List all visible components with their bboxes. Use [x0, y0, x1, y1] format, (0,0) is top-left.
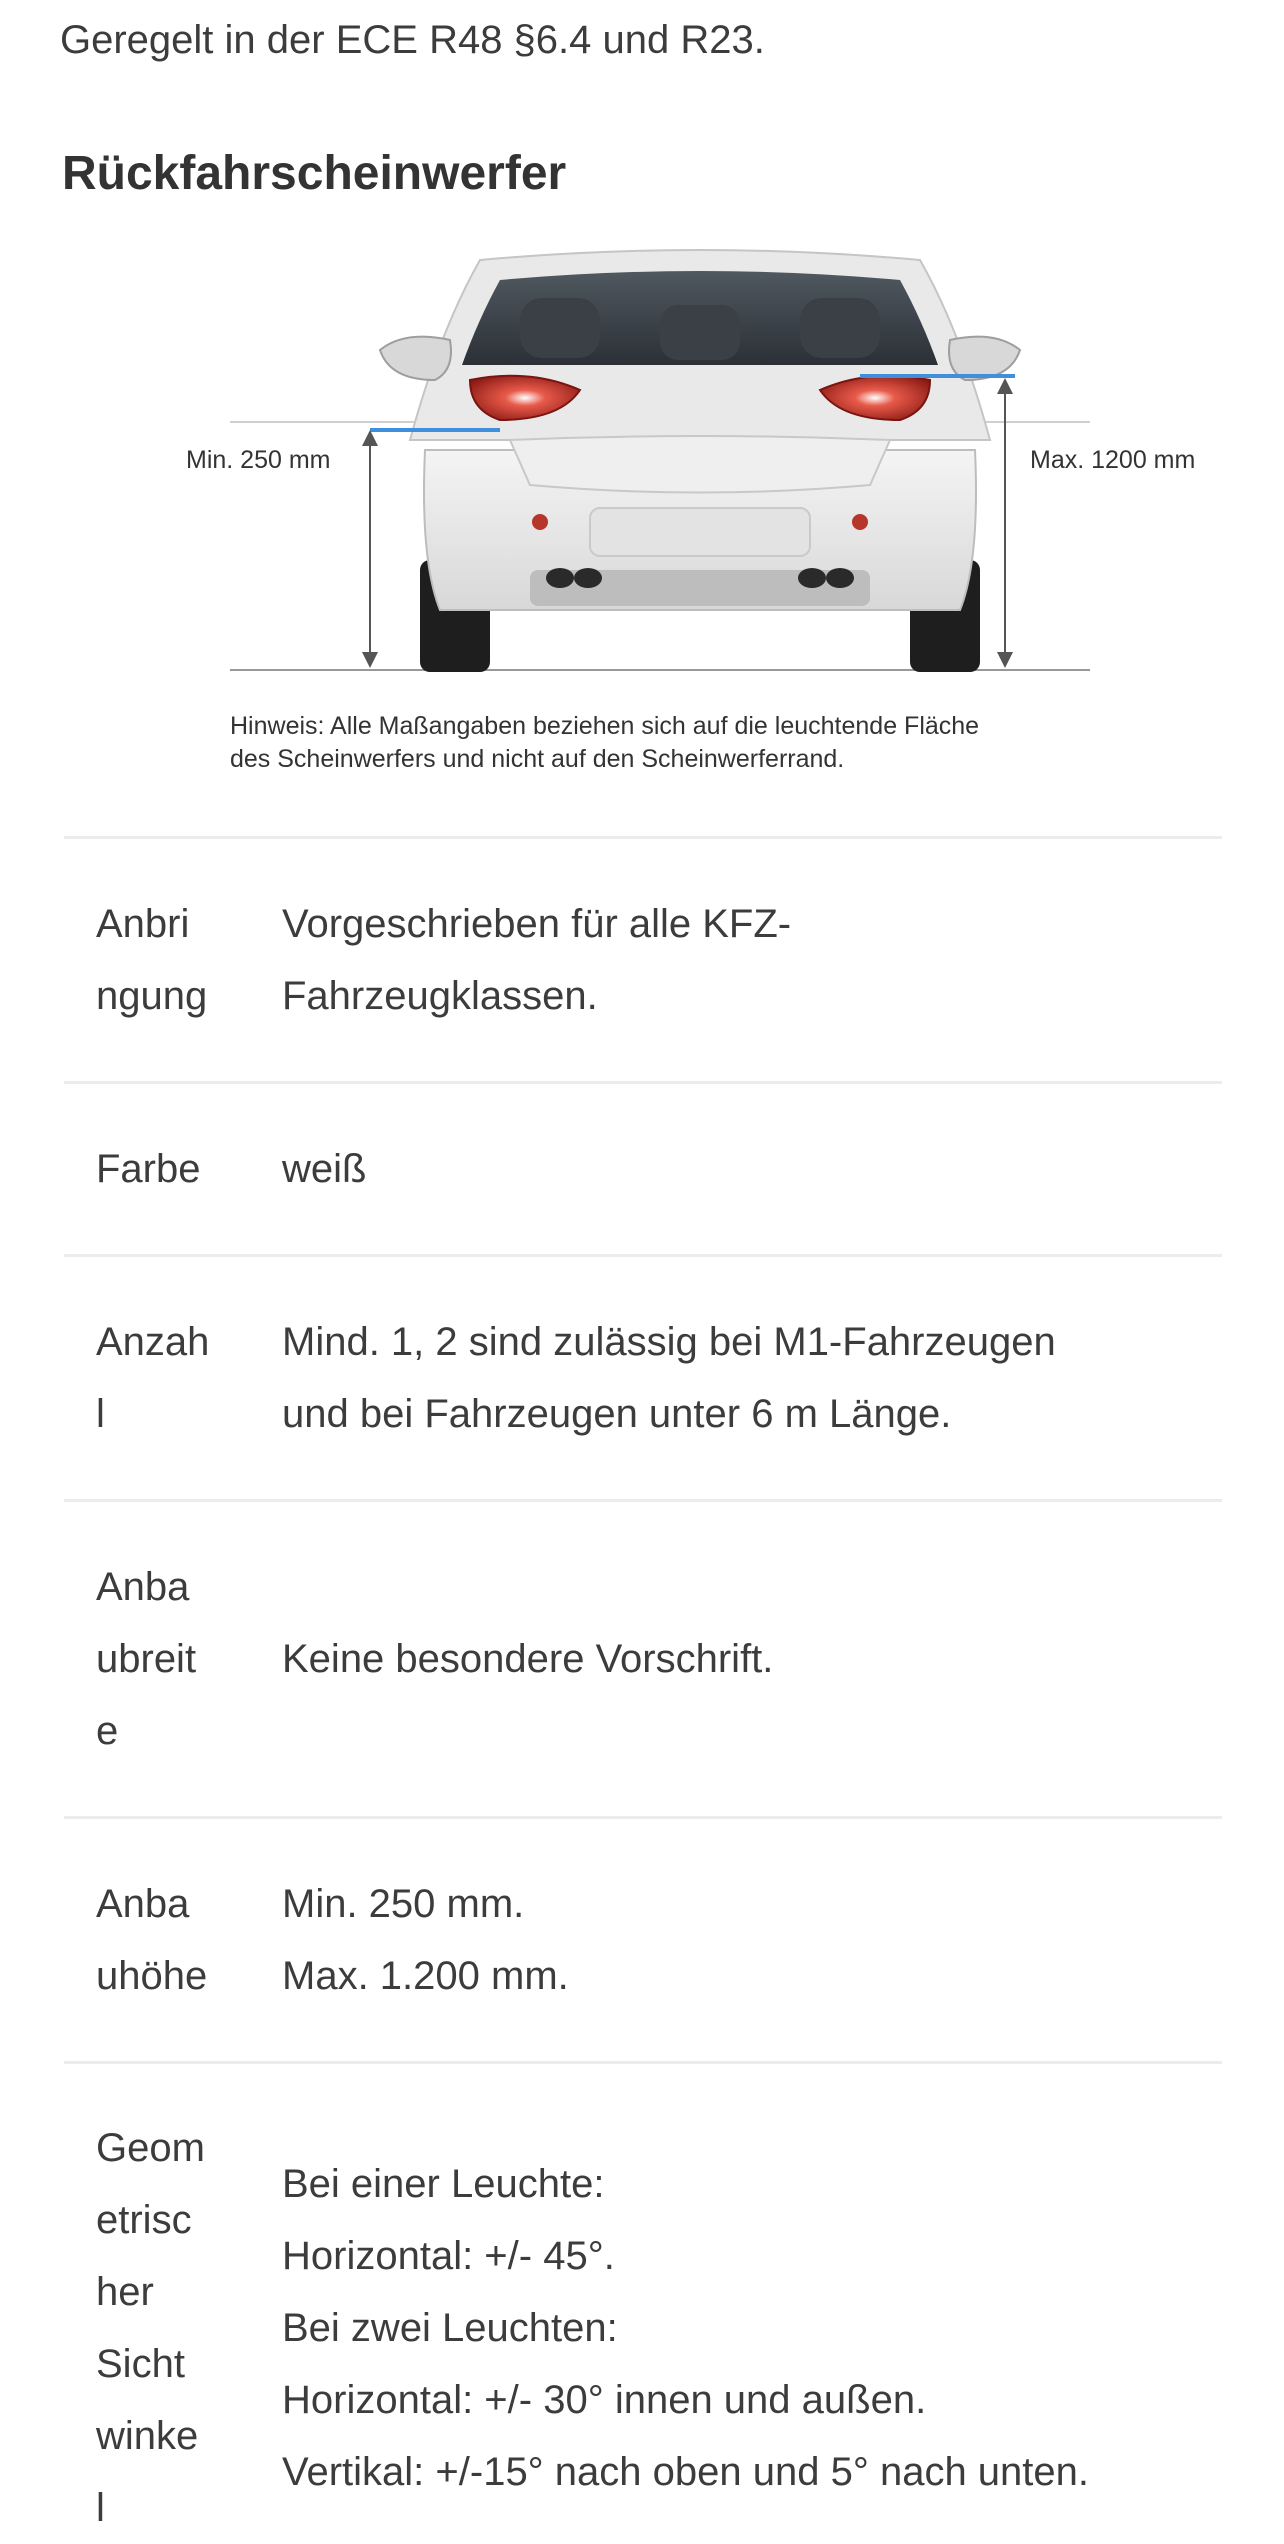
left-mirror	[380, 337, 451, 380]
row-label-sichtwinkel: Geom etrisc her Sicht winke l	[96, 2126, 205, 2530]
row-label-anbaubreite: Anba ubreit e	[96, 1565, 197, 1753]
table-row	[64, 2061, 1222, 2544]
row-value-anbaubreite: Keine besondere Vorschrift.	[282, 1637, 774, 1681]
table-row	[64, 1499, 1222, 1816]
row-value-sichtwinkel: Bei einer Leuchte: Horizontal: +/- 45°. Bei zwei Leuchten: Horizontal: +/- 30° innen und außen. Vertikal: +/-15° nach oben und 5° nach unten.	[282, 2162, 1090, 2494]
figure-title: Rückfahrscheinwerfer	[62, 147, 567, 200]
table-row	[64, 1816, 1222, 2061]
license-plate-area	[590, 508, 810, 556]
row-value-anbauhoehe: Min. 250 mm. Max. 1.200 mm.	[282, 1882, 569, 1998]
min-arrow-up	[362, 430, 378, 446]
row-value-anbringung: Vorgeschrieben für alle KFZ- Fahrzeugklassen.	[282, 902, 792, 1018]
table-row	[64, 836, 1222, 1081]
row-label-anbauhoehe: Anba uhöhe	[96, 1882, 208, 1998]
right-exhaust-1	[798, 568, 826, 588]
table-row	[64, 1081, 1222, 1254]
table-row	[64, 1254, 1222, 1499]
row-value-farbe: weiß	[282, 1147, 367, 1191]
center-headrest	[660, 305, 740, 360]
figure-note	[230, 710, 1210, 776]
reversing-light-figure	[60, 140, 1240, 800]
max-arrow-down	[997, 652, 1013, 668]
max-height-label: Max. 1200 mm	[1030, 446, 1196, 474]
min-arrow-down	[362, 652, 378, 668]
max-arrow-up	[997, 378, 1013, 394]
row-label-anbringung: Anbri ngung	[96, 902, 208, 1018]
right-mirror	[949, 337, 1020, 380]
left-exhaust-2	[574, 568, 602, 588]
row-label-farbe: Farbe	[96, 1147, 201, 1191]
left-reflector	[532, 514, 548, 530]
right-headrest	[800, 298, 880, 358]
min-height-label: Min. 250 mm	[186, 446, 331, 474]
row-value-anzahl: Mind. 1, 2 sind zulässig bei M1-Fahrzeugen und bei Fahrzeugen unter 6 m Länge.	[282, 1320, 1056, 1436]
right-exhaust-2	[826, 568, 854, 588]
figure-note-line-2: des Scheinwerfers und nicht auf den Scheinwerferrand.	[230, 745, 845, 773]
figure-note-line-1: Hinweis: Alle Maßangaben beziehen sich auf die leuchtende Fläche	[230, 712, 980, 740]
left-headrest	[520, 298, 600, 358]
left-exhaust-1	[546, 568, 574, 588]
spec-table	[64, 836, 1222, 2544]
row-label-anzahl: Anzah l	[96, 1320, 210, 1436]
trunk-lid	[510, 436, 890, 493]
right-reflector	[852, 514, 868, 530]
intro-text: Geregelt in der ECE R48 §6.4 und R23.	[60, 18, 765, 62]
